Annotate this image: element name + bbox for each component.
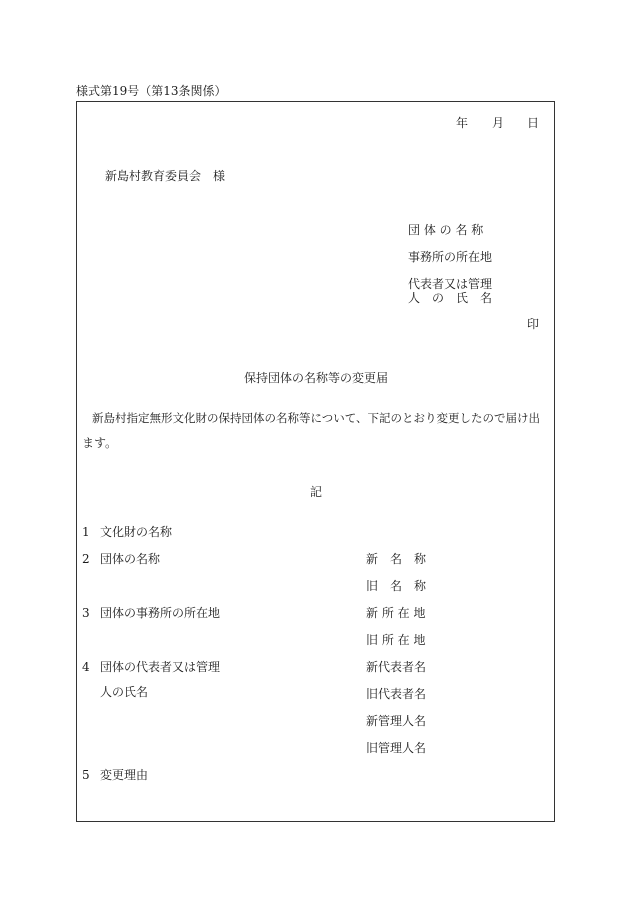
document-title: 保持団体の名称等の変更届 [244,371,389,385]
item4-old-manager-label: 旧管理人名 [366,741,427,755]
date-month-label: 月 [492,116,505,130]
ki-heading: 記 [310,485,323,499]
item3-new-address-label: 新 所 在 地 [366,606,426,620]
seal-mark: 印 [527,317,540,331]
item4-new-manager-label: 新管理人名 [366,714,427,728]
applicant-representative-label-line1: 代表者又は管理 [408,277,493,291]
form-frame [76,101,555,822]
item1-label: 文化財の名称 [100,525,173,539]
item5-number: 5 [82,768,90,782]
item2-label: 団体の名称 [100,552,161,566]
item3-old-address-label: 旧 所 在 地 [366,633,426,647]
date-day-label: 日 [527,116,540,130]
item2-new-name-label: 新 名 称 [366,552,427,566]
body-text-line1: 新島村指定無形文化財の保持団体の名称等について、下記のとおり変更したので届け出 [92,411,541,425]
item4-new-representative-label: 新代表者名 [366,660,427,674]
item3-label: 団体の事務所の所在地 [100,606,221,620]
item2-old-name-label: 旧 名 称 [366,579,427,593]
addressee: 新島村教育委員会 様 [105,169,226,183]
body-text-line2: ます。 [82,436,118,450]
applicant-office-address-label: 事務所の所在地 [408,250,493,264]
item4-number: 4 [82,660,90,674]
item4-old-representative-label: 旧代表者名 [366,687,427,701]
applicant-org-name-label: 団 体 の 名 称 [408,223,484,237]
applicant-representative-label-line2: 人 の 氏 名 [408,291,493,305]
item3-number: 3 [82,606,90,620]
date-year-label: 年 [456,116,469,130]
form-number: 様式第19号（第13条関係） [76,84,227,98]
item2-number: 2 [82,552,90,566]
item4-label-line2: 人の氏名 [100,685,149,699]
item4-label-line1: 団体の代表者又は管理 [100,660,221,674]
item1-number: 1 [82,525,90,539]
item5-label: 変更理由 [100,768,149,782]
